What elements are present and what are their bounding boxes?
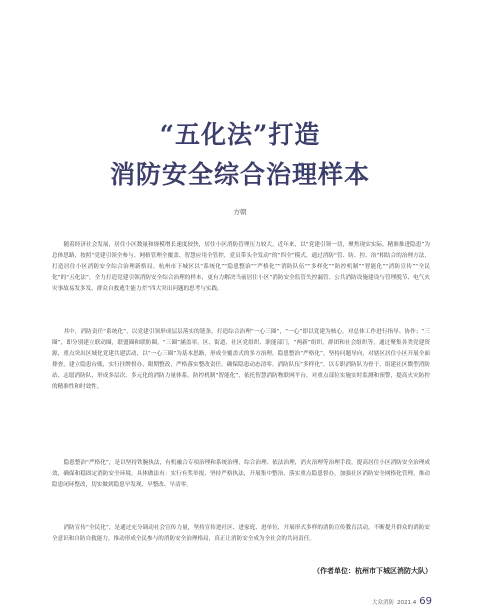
title-block (0, 118, 480, 192)
article-author: 方朝 (233, 208, 247, 216)
page-number: 69 (419, 596, 432, 607)
journal-name: 大众消防 (372, 600, 395, 606)
page-footer (372, 596, 432, 607)
paragraph-4: 消防宣传“全民化”，是通过充分调动社会宣传力量，坚持宣传进社区、进家庭、进单位，开展形式多样的消防宣传教育活动，不断提升群众的消防安全意识和自防自救能力，推动形成全民参与的消防安全治理格局，真正让消防安全成为全社会的共同责任。 (52, 525, 430, 542)
author-affiliation: （作者单位：杭州市下城区消防大队） (313, 567, 432, 575)
article-title-line2: 消防安全综合治理样本 (109, 160, 370, 189)
article-title-line1: “五化法”打造 (159, 120, 321, 149)
paragraph-1: 随着经济社会发展，居住小区数量和规模增长速度较快，居住小区消防管理压力较大。近年来，以“党建引领一切，聚焦现实实际，精准推进隐患”为总体思路，按照“党建引领全参与、网格管理全覆盖、智慧应用全管控，党员带头全发动”的“四全”模式，通过消防“管、防、控、治”相结合的治理方法，打造居住小区消防安全综合治理新格局。杭州市下城区以“系统化”“隐患整治”“严格化”“消防队伍”“多样化”“防控机制”“智能化”“消防宣传”“全民化”的“五化法”，全力打造党建引领消防安全综合治理的样本，更有力解决当前居住小区“消防安全监管失控漏管、公共消防设施建设与管理脱节、电气火灾事故易发多发，群众自救逃生能力差”四大突出问题的思考与实践。 (52, 242, 430, 292)
paragraph-2: 其中，消防责任“系统化”，以党建引领形成层层落实的链条，打造综合治理“一心三圈”，“一心”即以党建为核心，对总体工作进行指导、协作；“三圈”，即分别建立联动圈，联盟圈和联防圈。“三圈”涵盖率，区、街道、社区党组织、职能部门，“两新”组织，群团和社会组织等，通过聚集各类党建资源，重点突出区域化党建共建活动，以“一心三圈”为基本思路，形成全覆盖式的多方治理。隐患整治“严格化”，坚持问题导向，对辖区居住小区开展全面排查，建立隐患台账，实行挂牌督办、限期整改，严格落实整改责任，确保隐患动态清零。消防队伍“多样化”，以专职消防队为骨干，组建社区微型消防站、志愿消防队，形成多层次、多元化的消防力量体系。防控机制“智能化”，依托智慧消防物联网平台，对重点部位实施实时监测和预警，提高火灾防控的精准性和时效性。 (52, 329, 430, 390)
journal-issue: 2021.4 (397, 600, 417, 606)
paragraph-3: 隐患整治“严格化”，是以坚持铁腕执法，有机融合专项治理和系统治理，综合治理、依法治理，消火治理等治理手段，提高居住小区消防安全治理成效，确保和稳固定消防安全环境。具体做法有：实行有奖举报、坚持严格执法，开展集中整治，落实重点隐患督办，加强社区消防安全网格化管理，推动隐患闭环整改，切实做到隐患早发现、早整改、早清零。 (52, 460, 430, 488)
article-body (52, 240, 430, 567)
